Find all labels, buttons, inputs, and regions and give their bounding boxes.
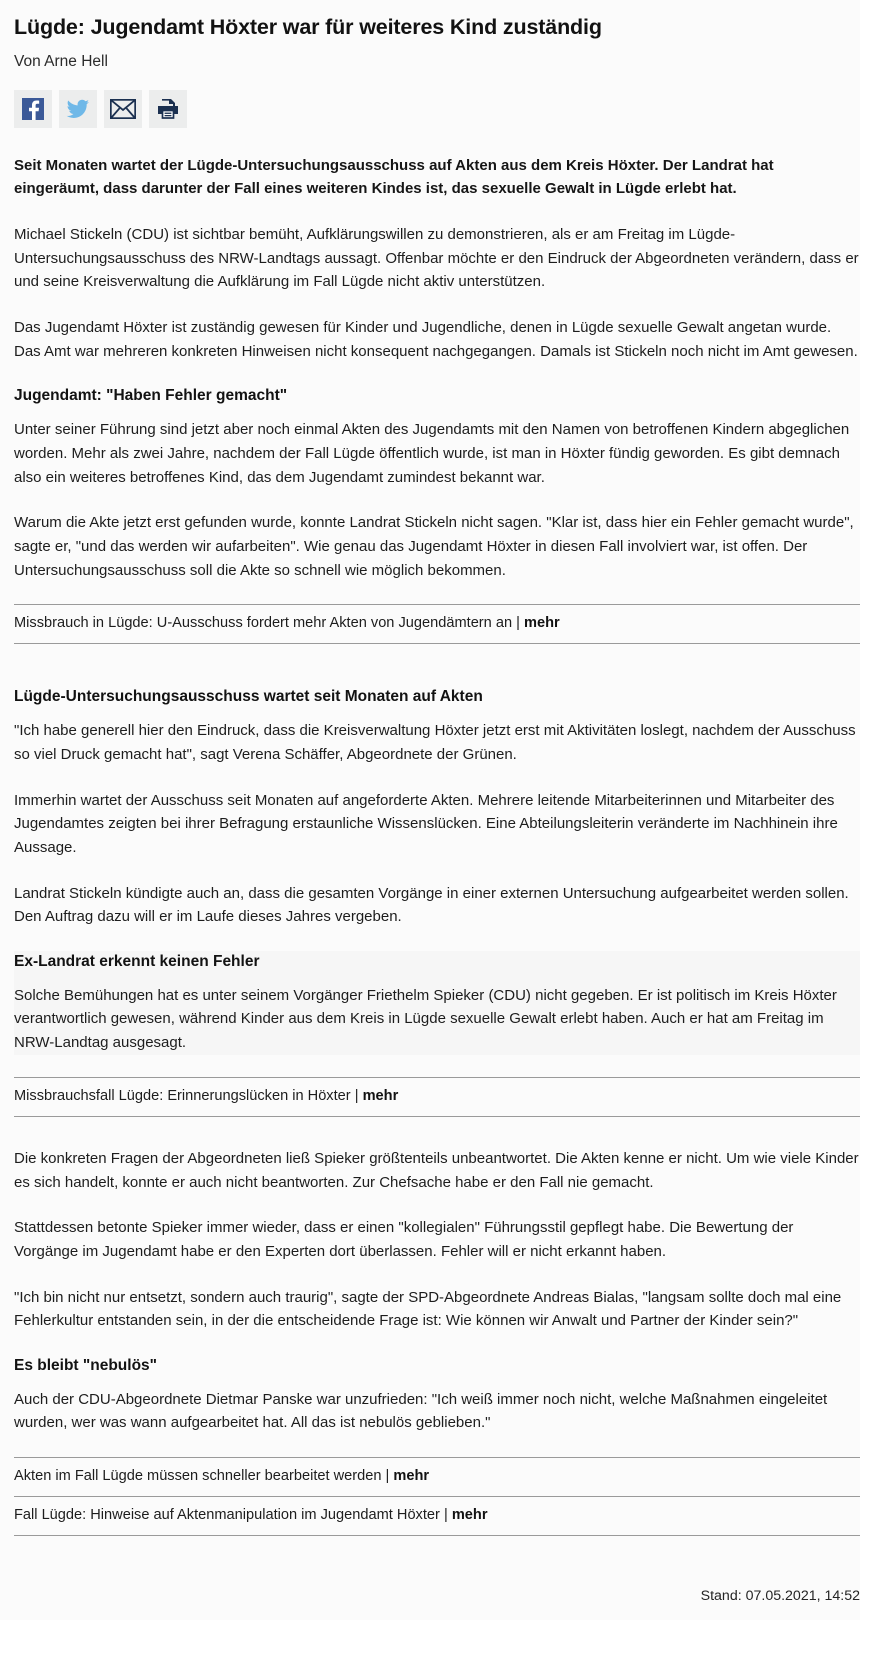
related-links-group	[14, 604, 860, 644]
article-paragraph: Stattdessen betonte Spieker immer wieder, dass er einen "kollegialen" Führungsstil gepflegt habe. Die Bewertung der Vorgänge im Jugendamt habe er den Experten dort überlassen. Fehler will er nicht erkannt haben.	[14, 1219, 794, 1260]
highlighted-section	[14, 951, 860, 1055]
related-links-group	[14, 1077, 860, 1117]
last-updated-timestamp: Stand: 07.05.2021, 14:52	[700, 1588, 860, 1605]
article-lead: Seit Monaten wartet der Lügde-Untersuchungsausschuss auf Akten aus dem Kreis Höxter. Der Landrat hat eingeräumt, dass darunter der Fall eines weiteren Kindes ist, das sexuelle Gewalt in Lügde erlebt hat.	[14, 156, 774, 198]
section-spacer	[14, 666, 860, 686]
twitter-icon	[66, 97, 90, 121]
related-link-item[interactable]	[14, 1077, 860, 1117]
related-link-item[interactable]	[14, 1496, 860, 1536]
article-subheading: Lügde-Untersuchungsausschuss wartet seit Monaten auf Akten	[14, 688, 483, 706]
share-print-button[interactable]	[149, 90, 187, 128]
envelope-icon	[110, 99, 136, 119]
related-link-item[interactable]	[14, 1457, 860, 1496]
related-link-text: Akten im Fall Lügde müssen schneller bearbeitet werden	[14, 1468, 382, 1485]
article-paragraph: Das Jugendamt Höxter ist zuständig gewesen für Kinder und Jugendliche, denen in Lügde sexuelle Gewalt angetan wurde. Das Amt war mehreren konkreten Hinweisen nicht konsequent nachgegangen. Damals ist Stickeln noch nicht im Amt gewesen.	[14, 319, 858, 360]
share-twitter-button[interactable]	[59, 90, 97, 128]
article-paragraph: Solche Bemühungen hat es unter seinem Vorgänger Friethelm Spieker (CDU) nicht gegeben. Er ist politisch im Kreis Höxter verantwortlich gewesen, während Kinder aus dem Kreis in Lügde sexuelle Gewalt erlebt haben. Auch er hat am Freitag im NRW-Landtag ausgesagt.	[14, 986, 837, 1051]
related-link-more[interactable]: mehr	[451, 1507, 488, 1524]
article-subheading: Es bleibt "nebulös"	[14, 1356, 158, 1374]
article-paragraph: Landrat Stickeln kündigte auch an, dass die gesamten Vorgänge in einer externen Untersuchung aufgearbeitet werden sollen. Den Auftrag dazu will er im Laufe dieses Jahres vergeben.	[14, 884, 849, 926]
article-paragraph: "Ich bin nicht nur entsetzt, sondern auch traurig", sagte der SPD-Abgeordnete Andreas Bialas, "langsam sollte doch mal eine Fehlerkultur entstanden sein, in der die entscheidende Frage ist: Wie können wir Anwalt und Partner der Kinder sein?"	[14, 1288, 842, 1330]
related-link-more[interactable]: mehr	[362, 1087, 399, 1104]
related-links-group	[14, 1457, 860, 1536]
article-subheading: Jugendamt: "Haben Fehler gemacht"	[14, 387, 288, 405]
article-paragraph: Unter seiner Führung sind jetzt aber noch einmal Akten des Jugendamts mit den Namen von betroffenen Kindern abgeglichen worden. Mehr als zwei Jahre, nachdem der Fall Lügde öffentlich wurde, ist man in Höxter fündig geworden. Es gibt demnach also ein weiteres betroffenes Kind, das dem Jugendamt zumindest bekannt war.	[14, 421, 850, 486]
related-link-text: Missbrauch in Lügde: U-Ausschuss fordert mehr Akten von Jugendämtern an	[14, 615, 513, 632]
related-link-more[interactable]: mehr	[393, 1468, 430, 1485]
related-link-separator: |	[516, 615, 520, 632]
printer-icon	[156, 97, 180, 121]
article-subheading: Ex-Landrat erkennt keinen Fehler	[14, 952, 260, 970]
facebook-icon	[21, 97, 45, 121]
article-byline: Von Arne Hell	[14, 52, 108, 70]
section-spacer	[14, 1139, 860, 1147]
article-paragraph: Immerhin wartet der Ausschuss seit Monaten auf angeforderte Akten. Mehrere leitende Mitarbeiterinnen und Mitarbeiter des Jugendamtes zeigten bei ihrer Befragung erstaunliche Wissenslücken. Eine Abteilungsleiterin veränderte im Nachhinein ihre Aussage.	[14, 791, 838, 856]
related-link-separator: |	[354, 1087, 359, 1104]
article-paragraph: Michael Stickeln (CDU) ist sichtbar bemüht, Aufklärungswillen zu demonstrieren, als er am Freitag im Lügde-Untersuchungsausschuss des NRW-Landtags aussagt. Offenbar möchte er den Eindruck der Abgeordneten verändern, dass er und seine Kreisverwaltung die Aufklärung im Fall Lügde nicht aktiv unterstützen.	[14, 226, 859, 291]
article-paragraph: Die konkreten Fragen der Abgeordneten ließ Spieker größtenteils unbeantwortet. Die Akten kenne er nicht. Um wie viele Kinder es sich handelt, konnte er auch nicht beantworten. Zur Chefsache habe er den Fall nie gemacht.	[14, 1149, 859, 1191]
share-facebook-button[interactable]	[14, 90, 52, 128]
share-bar	[14, 90, 860, 128]
related-link-separator: |	[385, 1468, 390, 1485]
share-email-button[interactable]	[104, 90, 142, 128]
related-link-item[interactable]	[14, 604, 860, 644]
article-paragraph: Warum die Akte jetzt erst gefunden wurde, konnte Landrat Stickeln nicht sagen. "Klar ist, dass hier ein Fehler gemacht wurde", sagte er, "und das werden wir aufarbeiten". Wie genau das Jugendamt Höxter in diesen Fall involviert war, ist offen. Der Untersuchungsausschuss soll die Akte so schnell wie möglich bekommen.	[14, 514, 854, 579]
related-link-text: Missbrauchsfall Lügde: Erinnerungslücken in Höxter	[14, 1087, 351, 1104]
related-link-separator: |	[443, 1507, 448, 1524]
page-title: Lügde: Jugendamt Höxter war für weiteres Kind zuständig	[14, 15, 602, 39]
related-link-text: Fall Lügde: Hinweise auf Aktenmanipulation im Jugendamt Höxter	[14, 1507, 440, 1524]
article-paragraph: Auch der CDU-Abgeordnete Dietmar Panske war unzufrieden: "Ich weiß immer noch nicht, welche Maßnahmen eingeleitet wurden, wer was wann aufgearbeitet hat. All das ist nebulös geblieben."	[14, 1390, 828, 1432]
article-paragraph: "Ich habe generell hier den Eindruck, dass die Kreisverwaltung Höxter jetzt erst mit Aktivitäten loslegt, nachdem der Ausschuss so viel Druck gemacht hat", sagt Verena Schäffer, Abgeordnete der Grünen.	[14, 722, 856, 763]
related-link-more[interactable]: mehr	[524, 615, 560, 632]
